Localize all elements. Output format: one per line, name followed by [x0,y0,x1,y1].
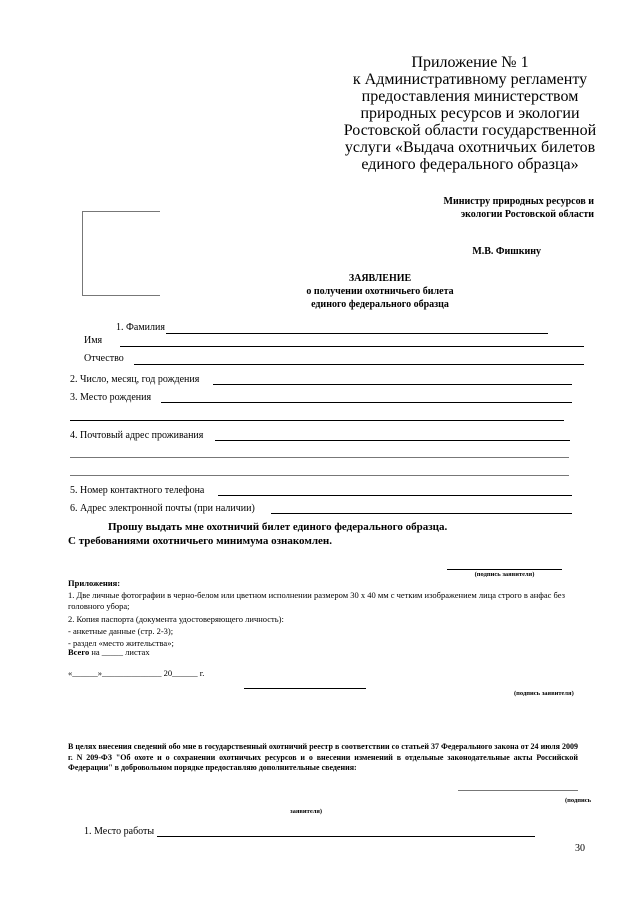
field-surname-line[interactable] [166,333,548,334]
addressee-line: экологии Ростовской области [460,209,594,220]
consent-text: В целях внесения сведений обо мне в государственный охотничий реестр в соответствии со статьей 37 Федерального закона от 24 июля 2009 г. N 209-ФЗ "Об охоте и о сохранении охотничьих ресурсов и о внесении изменений в отдельные законодательные акты Российской Федерации" в добровольном порядке предоставляю дополнительные сведения: [68,742,578,772]
field-name-label: Имя [84,335,103,346]
request-line: Прошу выдать мне охотничий билет единого федерального образца. [108,521,448,533]
field-birthdate-label: 2. Число, месяц, год рождения [70,374,200,385]
signature-line-2[interactable] [244,688,366,689]
appendix-line: к Административному регламенту [352,71,588,88]
addressee-line: Министру природных ресурсов и [443,196,594,207]
field-email-label: 6. Адрес электронной почты (при наличии) [70,503,255,514]
appendix-line: Ростовской области государственной [343,122,597,139]
signature-line-3[interactable] [458,790,578,791]
total-label: Всего [68,647,90,657]
field-address-line2[interactable] [70,457,569,458]
field-patronymic-line[interactable] [134,364,584,365]
appendix-line: предоставления министерством [361,88,579,105]
attachment-subitem: - раздел «место жительства»; [68,638,174,648]
workplace-line[interactable] [157,836,535,837]
field-name-line[interactable] [120,346,584,347]
field-phone-line[interactable] [218,495,572,496]
request-line: С требованиями охотничьего минимума ознакомлен. [68,535,332,547]
attachment-item: 2. Копия паспорта (документа удостоверяющего личность): [68,614,284,624]
document-subtitle: единого федерального образца [311,299,449,310]
photo-placeholder [82,211,160,296]
appendix-line: Приложение № 1 [411,54,529,71]
field-phone-label: 5. Номер контактного телефона [70,485,205,496]
signature-caption: (подпись заявителя) [474,571,535,578]
field-birthplace-line[interactable] [161,402,572,403]
field-surname-label: 1. Фамилия [116,322,165,333]
attachments-total [68,647,150,657]
field-email-line[interactable] [271,513,572,514]
field-address-line[interactable] [215,440,570,441]
document-subtitle: о получении охотничьего билета [306,286,454,297]
addressee-name: М.В. Фишкину [472,246,541,257]
field-birthplace-line2[interactable] [70,420,564,421]
appendix-line: услуги «Выдача охотничьих билетов [344,139,596,156]
field-birthdate-line[interactable] [213,384,572,385]
total-blank[interactable]: _____ [101,647,124,657]
attachments-title: Приложения: [68,578,121,588]
attachment-item: 1. Две личные фотографии в черно-белом или цветном исполнении размером 30 x 40 мм с четким изображением лица строго в анфас без головного убора; [68,590,565,611]
page-number: 30 [575,843,585,854]
total-on: на [91,647,100,657]
appendix-block [340,54,600,173]
workplace-label: 1. Место работы [84,826,155,837]
signature-caption-3a: (подпись [565,797,592,804]
attachment-subitem: - анкетные данные (стр. 2-3); [68,626,174,636]
date-line[interactable]: «______»______________ 20______ г. [68,668,205,678]
appendix-line: единого федерального образца» [361,156,579,173]
field-birthplace-label: 3. Место рождения [70,392,152,403]
signature-caption-3b: заявителя) [290,808,323,815]
field-patronymic-label: Отчество [84,353,124,364]
signature-caption-2: (подпись заявителя) [514,690,574,697]
document-title: ЗАЯВЛЕНИЕ [348,273,412,284]
field-address-line3[interactable] [70,475,569,476]
total-sheets: листах [125,647,150,657]
field-address-label: 4. Почтовый адрес проживания [70,430,204,441]
signature-line[interactable] [447,569,562,570]
appendix-line: природных ресурсов и экологии [360,105,580,122]
